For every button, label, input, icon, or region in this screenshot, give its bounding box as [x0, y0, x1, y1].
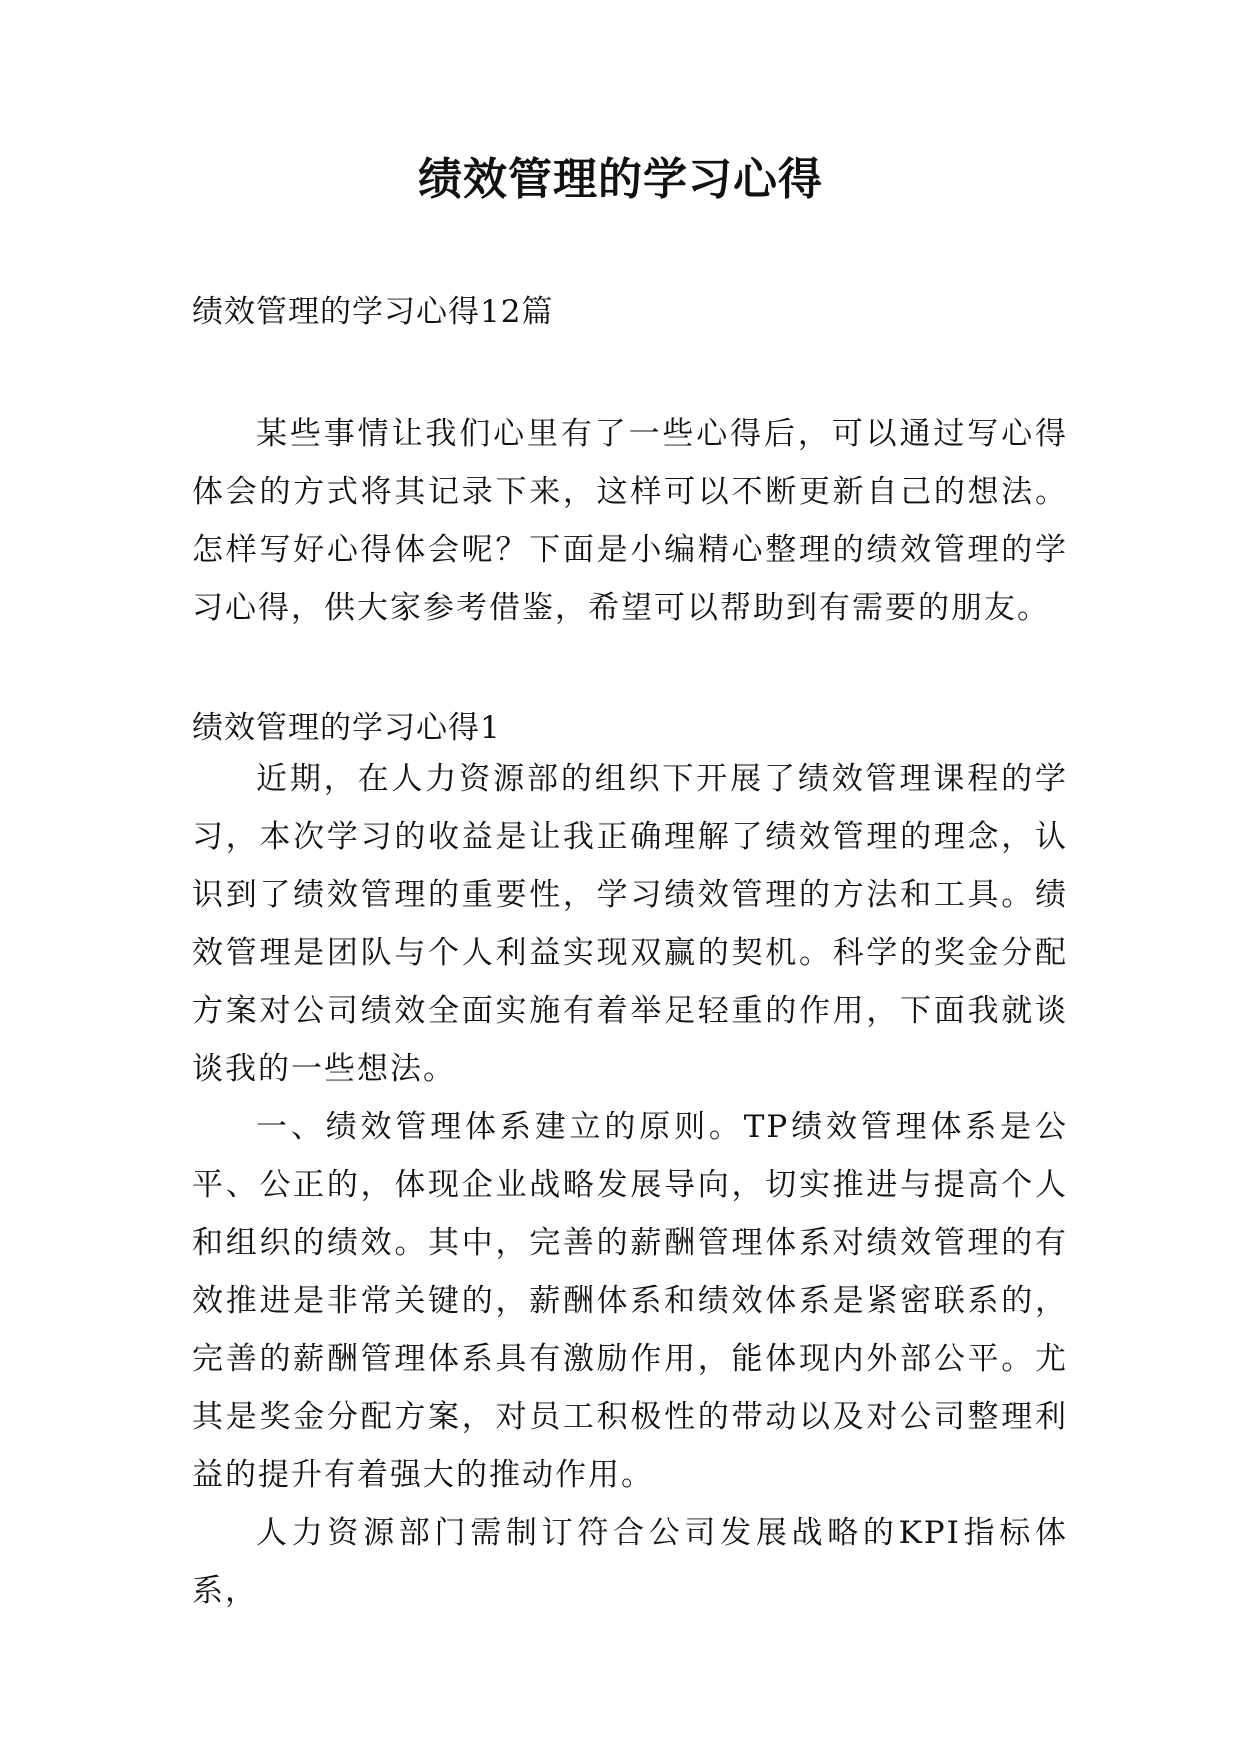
intro-paragraph: 某些事情让我们心里有了一些心得后，可以通过写心得体会的方式将其记录下来，这样可以不断更新自己的想法。怎样写好心得体会呢？下面是小编精心整理的绩效管理的学习心得，供大家参考借鉴，希望可以帮助到有需要的朋友。: [192, 416, 1068, 626]
body-paragraph-1: 近期，在人力资源部的组织下开展了绩效管理课程的学习，本次学习的收益是让我正确理解了绩效管理的理念，认识到了绩效管理的重要性，学习绩效管理的方法和工具。绩效管理是团队与个人利益实现双赢的契机。科学的奖金分配方案对公司绩效全面实施有着举足轻重的作用，下面我就谈谈我的一些想法。: [192, 761, 1068, 1087]
document-title: 绩效管理的学习心得: [418, 154, 823, 205]
section-body: [192, 750, 1068, 1620]
body-paragraph-3: 人力资源部门需制订符合公司发展战略的KPI指标体系，: [192, 1515, 1068, 1609]
body-paragraph-2: 一、绩效管理体系建立的原则。TP绩效管理体系是公平、公正的，体现企业战略发展导向，切实推进与提高个人和组织的绩效。其中，完善的薪酬管理体系对绩效管理的有效推进是非常关键的，薪酬体系和绩效体系是紧密联系的，完善的薪酬管理体系具有激励作用，能体现内外部公平。尤其是奖金分配方案，对员工积极性的带动以及对公司整理利益的提升有着强大的推动作用。: [192, 1109, 1068, 1493]
document-subtitle: 绩效管理的学习心得12篇: [192, 294, 554, 330]
intro-block: [192, 405, 1068, 637]
section-heading: 绩效管理的学习心得1: [192, 710, 501, 746]
